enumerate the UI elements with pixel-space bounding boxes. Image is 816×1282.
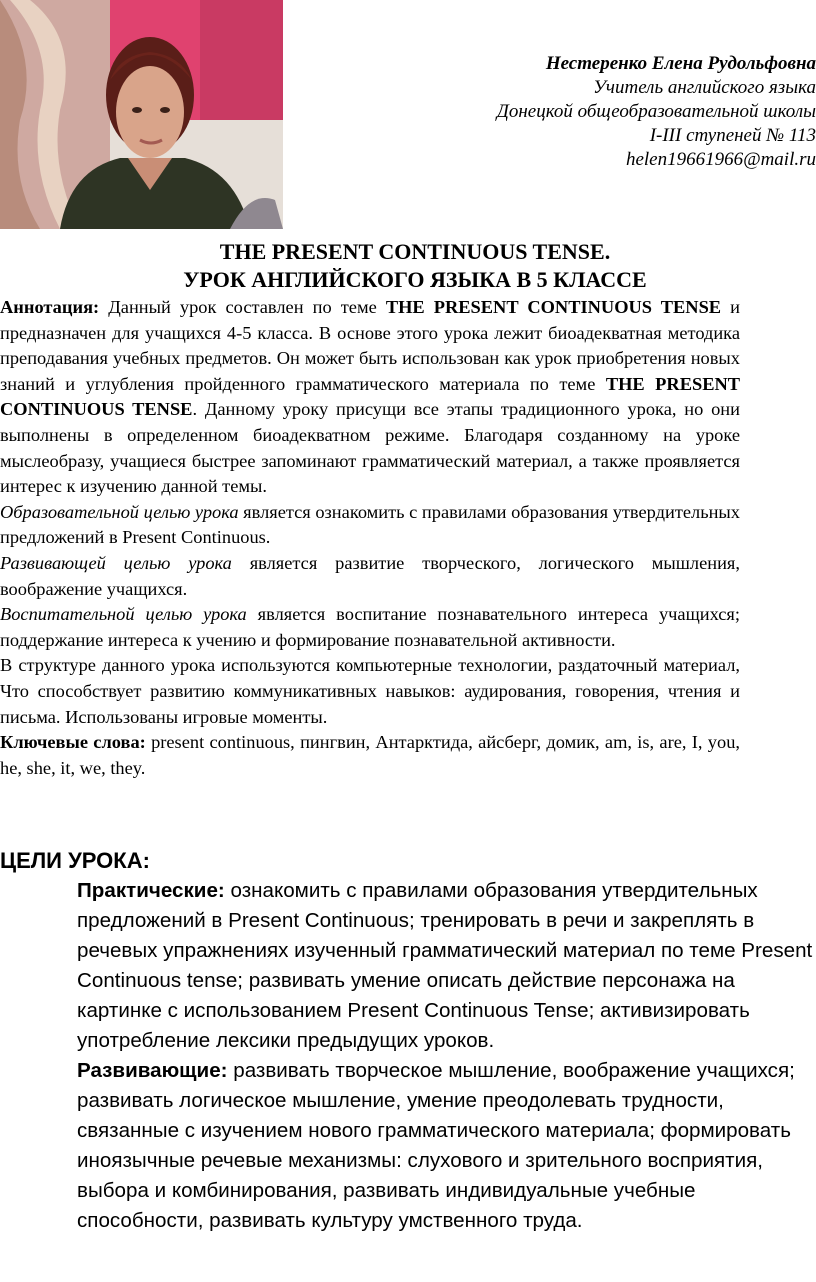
dev-goal-text: является развитие творческого, логического мышления, воображение учащихся.	[0, 552, 740, 599]
practical-text: ознакомить с правилами образования утвердительных предложений в Present Continuous; тренировать в речи и закреплять в речевых упражнениях изученный грамматический материал по теме Present Continuous tense; развивать умение описать действие персонажа на картинке с использованием Present Continuous Tense; активизировать употребление лексики предыдущих уроков.	[77, 879, 813, 1052]
annotation-term-1: THE PRESENT CONTINUOUS TENSE	[385, 297, 722, 317]
author-email: helen19661966@mail.ru	[625, 149, 816, 170]
document-title	[0, 238, 816, 294]
upb-goal-text: является воспитание познавательного интереса учащихся; поддержание интереса к учению и формирование познавательной активности.	[0, 604, 740, 650]
author-school: Донецкой общеобразовательной школы	[496, 101, 816, 122]
developing-label: Развивающие:	[77, 1059, 228, 1082]
structure-paragraph: В структуре данного урока используются компьютерные технологии, раздаточный материал, Что способствует развитию коммуникативных навыков: аудирования, говорения, чтения и письма. Использованы игровые моменты.	[0, 655, 740, 727]
keywords-label: Ключевые слова:	[0, 732, 146, 753]
document-body	[0, 295, 740, 781]
portrait-image	[0, 0, 283, 229]
edu-goal-text: является ознакомить с правилами образования утвердительных предложений в Present Continuous.	[0, 501, 740, 548]
author-info	[296, 52, 816, 172]
developing-text: развивать творческое мышление, воображение учащихся; развивать логическое мышление, умение преодолевать трудности, связанные с изучением нового грамматического материала; формировать иноязычные речевые механизмы: слухового и зрительного восприятия, выбора и комбинирования, развивать индивидуальные учебные способности, развивать культуру умственного труда.	[77, 1059, 795, 1232]
developing-goals	[77, 1056, 816, 1236]
author-position: Учитель английского языка	[593, 77, 816, 98]
keywords-paragraph	[0, 730, 740, 781]
author-name: Нестеренко Елена Рудольфовна	[545, 53, 816, 74]
upb-goal-paragraph	[0, 602, 740, 653]
goals-section	[77, 876, 816, 1236]
annotation-term-2: THE PRESENT CONTINUOUS TENSE	[0, 373, 741, 420]
keywords-text: present continuous, пингвин, Антарктида, айсберг, домик, am, is, are, I, you, he, she, it, we, they.	[0, 732, 740, 778]
annotation-text-1: Данный урок составлен по теме	[99, 297, 386, 317]
author-photo	[0, 0, 283, 229]
dev-goal-paragraph	[0, 551, 740, 602]
goals-heading: ЦЕЛИ УРОКА:	[0, 848, 150, 873]
title-line-1: THE PRESENT CONTINUOUS TENSE.	[219, 239, 611, 264]
edu-goal-paragraph	[0, 500, 740, 551]
annotation-text-3: . Данному уроку присущи все этапы традиционного урока, но они выполнены в определенном биоадекватном режиме. Благодаря созданному на уроке мыслеобразу, учащиеся быстрее запоминают грамматический материал, а также проявляется интерес к изучению данной темы.	[0, 399, 740, 497]
annotation-text-2: и предназначен для учащихся 4-5 класса. В основе этого урока лежит биоадекватная методика преподавания учебных предметов. Он может быть использован как урок приобретения новых знаний и углубления пройденного грамматического материала по теме	[0, 297, 741, 394]
edu-goal-label: Образовательной целью урока	[0, 501, 239, 522]
practical-label: Практические:	[77, 879, 225, 902]
annotation-paragraph	[0, 295, 740, 500]
upb-goal-label: Воспитательной целью урока	[0, 604, 247, 625]
title-line-2: УРОК АНГЛИЙСКОГО ЯЗЫКА В 5 КЛАССЕ	[183, 267, 647, 292]
practical-goals	[77, 876, 816, 1056]
author-level: I-III ступеней № 113	[649, 125, 816, 146]
dev-goal-label: Развивающей целью урока	[0, 552, 232, 573]
annotation-label: Аннотация:	[0, 297, 100, 317]
